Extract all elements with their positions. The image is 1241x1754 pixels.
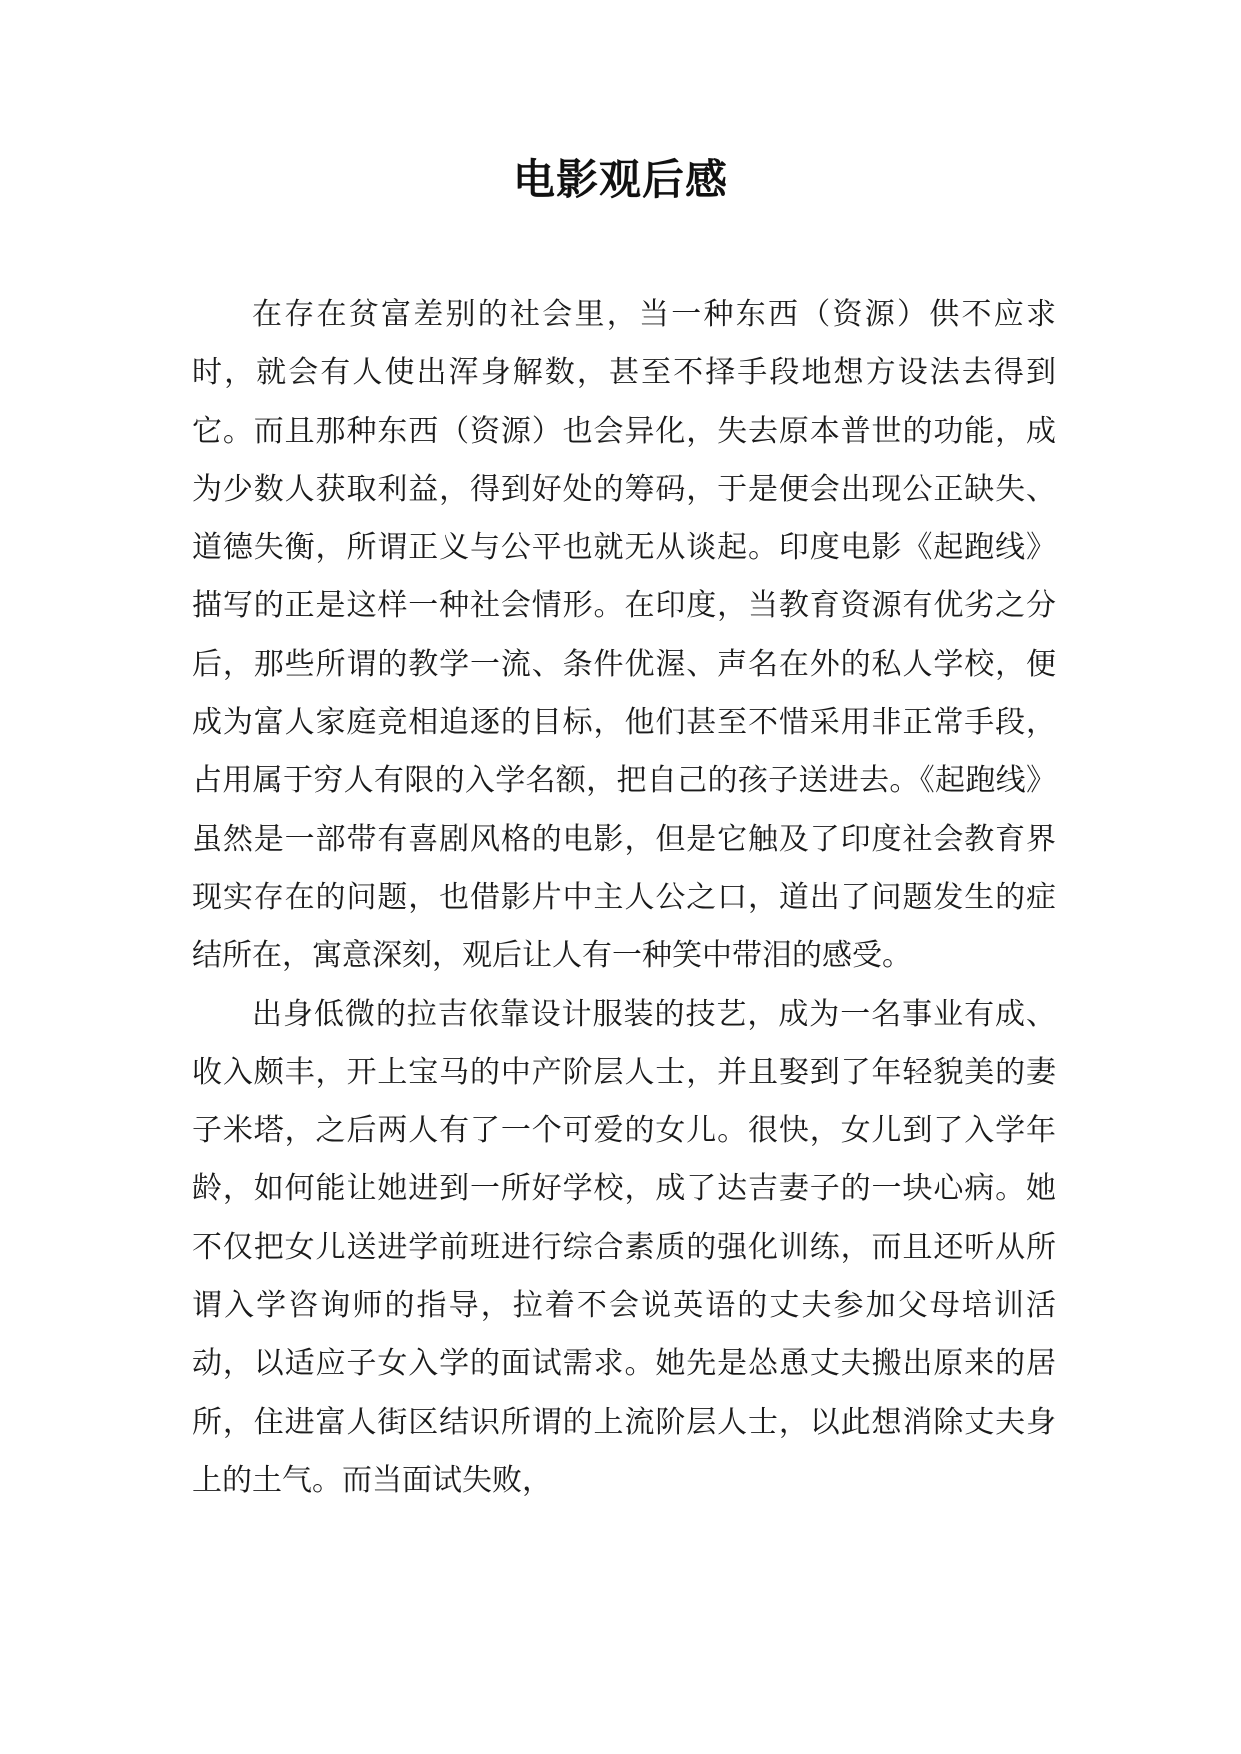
body-paragraph: 在存在贫富差别的社会里，当一种东西（资源）供不应求时，就会有人使出浑身解数，甚至不择手段地想方设法去得到它。而且那种东西（资源）也会异化，失去原本普世的功能，成为少数人获取利益，得到好处的筹码，于是便会出现公正缺失、道德失衡，所谓正义与公平也就无从谈起。印度电影《起跑线》描写的正是这样一种社会情形。在印度，当教育资源有优劣之分后，那些所谓的教学一流、条件优渥、声名在外的私人学校，便成为富人家庭竞相追逐的目标，他们甚至不惜采用非正常手段，占用属于穷人有限的入学名额，把自己的孩子送进去。《起跑线》虽然是一部带有喜剧风格的电影，但是它触及了印度社会教育界现实存在的问题，也借影片中主人公之口，道出了问题发生的症结所在，寓意深刻，观后让人有一种笑中带泪的感受。 — [192, 297, 1056, 974]
document-body — [192, 286, 1056, 1510]
body-paragraph: 出身低微的拉吉依靠设计服装的技艺，成为一名事业有成、收入颇丰，开上宝马的中产阶层人士，并且娶到了年轻貌美的妻子米塔，之后两人有了一个可爱的女儿。很快，女儿到了入学年龄，如何能让她进到一所好学校，成了达吉妻子的一块心病。她不仅把女儿送进学前班进行综合素质的强化训练，而且还听从所谓入学咨询师的指导，拉着不会说英语的丈夫参加父母培训活动，以适应子女入学的面试需求。她先是怂恿丈夫搬出原来的居所，住进富人街区结识所谓的上流阶层人士，以此想消除丈夫身上的土气。而当面试失败， — [192, 996, 1056, 1498]
document-title: 电影观后感 — [512, 155, 728, 204]
